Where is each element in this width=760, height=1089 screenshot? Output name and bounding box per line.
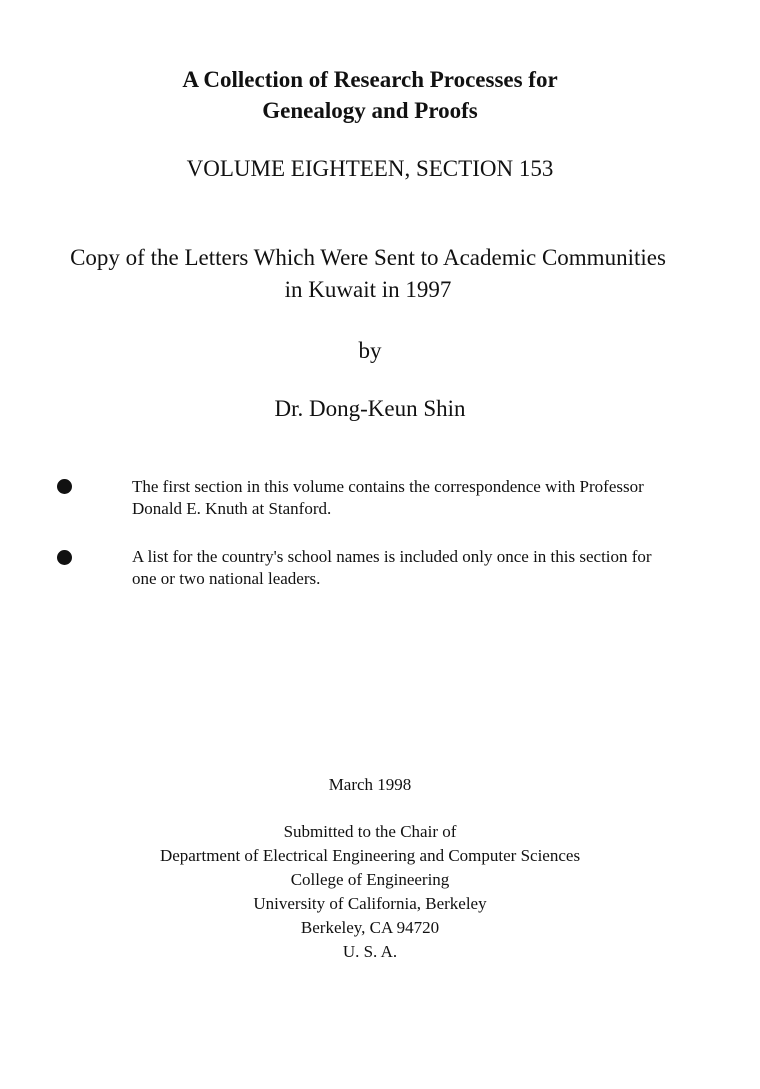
bullet-item-1-line-2: Donald E. Knuth at Stanford. (132, 499, 332, 518)
volume-heading: VOLUME EIGHTEEN, SECTION 153 (186, 156, 554, 181)
bullet-icon (57, 550, 72, 565)
bullet-item-1-line-1: The first section in this volume contains the correspondence with Professor (132, 477, 644, 496)
subject-line-2: in Kuwait in 1997 (284, 277, 452, 302)
submission-line-6: U. S. A. (342, 942, 398, 961)
submission-line-5: Berkeley, CA 94720 (300, 918, 440, 937)
bullet-item-2-line-2: one or two national leaders. (132, 569, 321, 588)
bullet-item-2 (132, 546, 712, 590)
bullet-icon (57, 479, 72, 494)
title-line-1: A Collection of Research Processes for (182, 67, 558, 92)
submission-line-4: University of California, Berkeley (253, 894, 487, 913)
subject-line-1: Copy of the Letters Which Were Sent to Academic Communities (70, 245, 666, 270)
bullet-item-1 (132, 476, 712, 520)
title-line-2: Genealogy and Proofs (262, 98, 478, 123)
submission-line-3: College of Engineering (290, 870, 450, 889)
date: March 1998 (328, 775, 412, 794)
by-label: by (358, 338, 382, 363)
submission-line-1: Submitted to the Chair of (283, 822, 457, 841)
bullet-item-2-line-1: A list for the country's school names is included only once in this section for (132, 547, 652, 566)
submission-line-2: Department of Electrical Engineering and Computer Sciences (159, 846, 581, 865)
author-name: Dr. Dong-Keun Shin (274, 396, 466, 421)
